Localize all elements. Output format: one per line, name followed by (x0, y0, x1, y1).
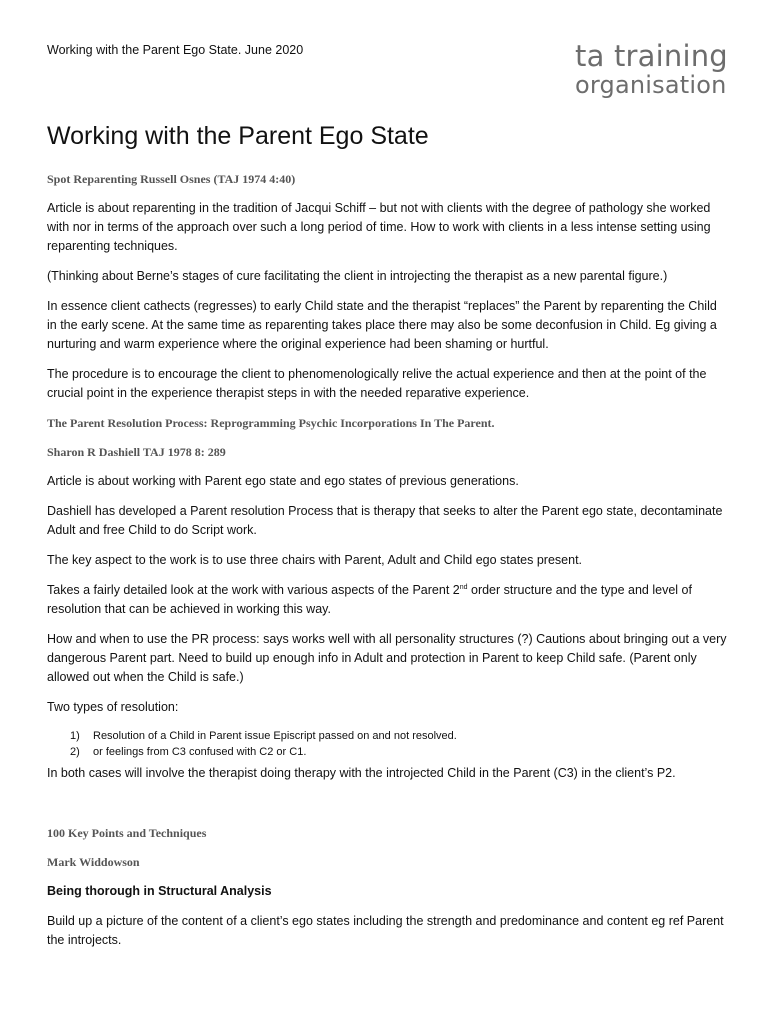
paragraph: Two types of resolution: (47, 700, 179, 714)
list-number: 2) (70, 746, 80, 758)
resolution-types-list (47, 728, 727, 760)
paragraph-with-superscript (47, 581, 727, 619)
paragraph: In both cases will involve the therapist doing therapy with the introjected Child in the Parent (C3) in the client’s P2. (47, 766, 676, 780)
list-item (47, 744, 727, 760)
paragraph: In essence client cathects (regresses) to early Child state and the therapist “replaces” the Parent by reparenting the Child in the early scene. At the same time as reparenting takes place there may also be some deconfusion in Child. Eg giving a nurturing and warm experience where the original experience had been shaming or hurtful. (47, 299, 717, 351)
text-span: Takes a fairly detailed look at the work with various aspects of the Parent 2 (47, 583, 460, 597)
section-author-widdowson: Mark Widdowson (47, 855, 140, 869)
list-item (47, 728, 727, 744)
ta-training-logo (575, 39, 728, 99)
section-author-dashiell: Sharon R Dashiell TAJ 1978 8: 289 (47, 445, 226, 459)
paragraph: Dashiell has developed a Parent resolution Process that is therapy that seeks to alter the Parent ego state, decontaminate Adult and free Child to do Script work. (47, 504, 723, 537)
section-heading-parent-resolution: The Parent Resolution Process: Reprogramming Psychic Incorporations In The Parent. (47, 416, 495, 430)
text-span: order structure and the type and level of resolution that can be achieved in working this way. (47, 583, 692, 616)
paragraph: The key aspect to the work is to use three chairs with Parent, Adult and Child ego states present. (47, 553, 583, 567)
paragraph: (Thinking about Berne’s stages of cure facilitating the client in introjecting the therapist as a new parental figure.) (47, 269, 668, 283)
paragraph: Article is about reparenting in the tradition of Jacqui Schiff – but not with clients with the degree of pathology she worked with nor in terms of the approach over such a long period of time. How to work with clients in a less intense setting using reparenting techniques. (47, 201, 711, 253)
list-text: or feelings from C3 confused with C2 or C1. (93, 746, 307, 758)
paragraph: Article is about working with Parent ego state and ego states of previous generations. (47, 474, 519, 488)
subheading-structural-analysis: Being thorough in Structural Analysis (47, 884, 272, 898)
paragraph: How and when to use the PR process: says works well with all personality structures (?) Cautions about bringing out a very dangerous Parent part. Need to build up enough info in Adult and protection in Parent to keep Child safe. (Parent only allowed out when the Child is safe.) (47, 632, 727, 684)
paragraph: The procedure is to encourage the client to phenomenologically relive the actual experience and then at the point of the crucial point in the experience therapist steps in with the needed reparative experience. (47, 367, 707, 400)
running-header: Working with the Parent Ego State. June 2020 (47, 43, 304, 57)
logo-line-1: ta training (575, 39, 728, 73)
list-text: Resolution of a Child in Parent issue Episcript passed on and not resolved. (93, 730, 457, 742)
page-title: Working with the Parent Ego State (47, 122, 429, 150)
spacer (47, 794, 727, 824)
section-heading-spot-reparenting: Spot Reparenting Russell Osnes (TAJ 1974 4:40) (47, 172, 296, 186)
paragraph: Build up a picture of the content of a client’s ego states including the strength and predominance and content eg ref Parent the introjects. (47, 914, 724, 947)
superscript: nd (459, 584, 468, 591)
document-body (47, 170, 727, 961)
section-heading-100-key-points: 100 Key Points and Techniques (47, 826, 207, 840)
logo-line-2: organisation (575, 71, 727, 99)
list-number: 1) (70, 730, 80, 742)
